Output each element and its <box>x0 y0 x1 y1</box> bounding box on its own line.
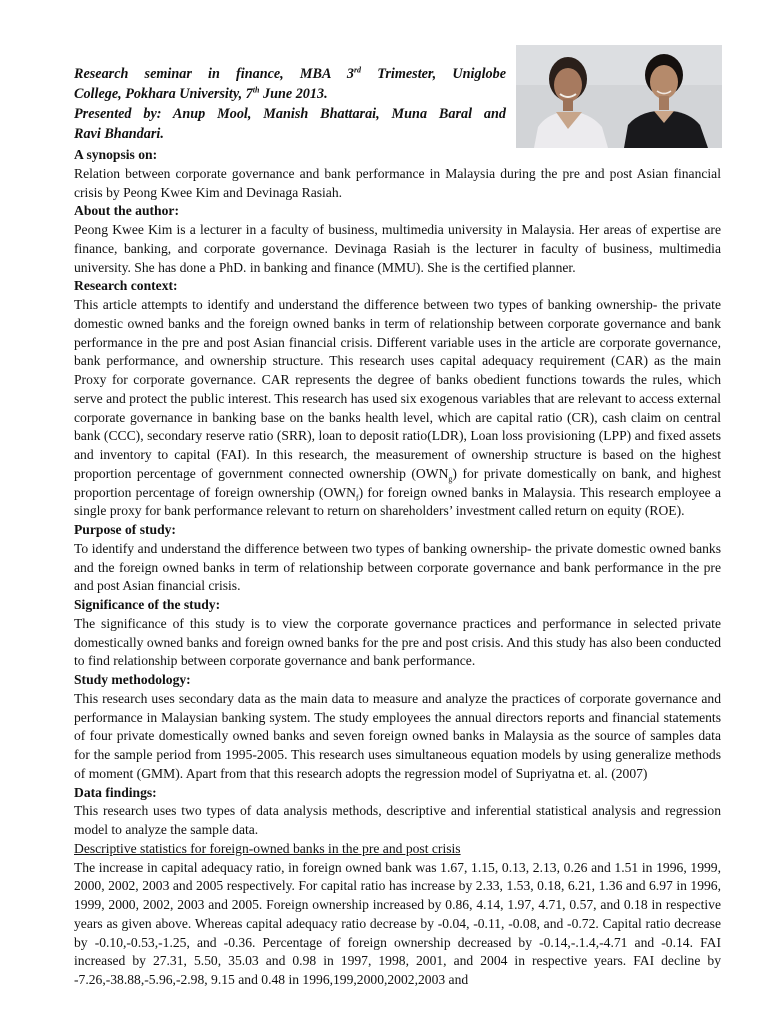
presenters-photo-image <box>516 45 722 148</box>
significance-heading: Significance of the study: <box>74 597 221 612</box>
presenters-line-2: Ravi Bhandari. <box>74 126 164 142</box>
seminar-line-2: College, Pokhara University, 7th June 2013. <box>74 85 328 102</box>
significance-text: The significance of this study is to view the corporate governance practices and performance in selected private domestically owned banks and foreign owned banks for the pre and post crisis. And this study has also been conducted to find relationship between corporate governance and bank performance. <box>74 615 721 669</box>
presenters-photo <box>516 45 722 148</box>
purpose-heading: Purpose of study: <box>74 522 176 537</box>
findings-text: This research uses two types of data analysis methods, descriptive and inferential statistical analysis and regression model to analyze the sample data. <box>74 803 721 837</box>
document-header <box>74 64 506 144</box>
methodology-text: This research uses secondary data as the main data to measure and analyze the practices of corporate governance and performance in Malaysian banking system. The study employees the annual directors reports and financial statements of four private domestically owned banks and seven foreign owned banks in Malaysia as the source of samples data for the sample period from 1995-2005. This research uses simultaneous equation models by using generalize methods of moment (GMM). Apart from that this research adopts the regression model of Supriyatna et. al. (2007) <box>74 690 721 781</box>
document-body <box>74 146 721 990</box>
findings-heading: Data findings: <box>74 784 157 800</box>
seminar-line-1: Research seminar in finance, MBA 3rd Trimester, Uniglobe <box>74 65 506 82</box>
purpose-text: To identify and understand the difference between two types of banking ownership- the private domestic owned banks and the foreign owned banks in term of relationship between corporate governance and bank performance in the pre and post Asian financial crisis. <box>74 540 721 594</box>
synopsis-text: Relation between corporate governance and bank performance in Malaysia during the pre and post Asian financial crisis by Peong Kwee Kim and Devinaga Rasiah. <box>74 165 721 200</box>
synopsis-heading: A synopsis on: <box>74 147 158 162</box>
author-heading: About the author: <box>74 203 179 219</box>
context-heading: Research context: <box>74 278 178 294</box>
descriptive-text: The increase in capital adequacy ratio, in foreign owned bank was 1.67, 1.15, 0.13, 2.13, 0.26 and 1.51 in 1996, 1999, 2000, 2002, 2003 and 2005 respectively. For capital ratio has increase by 2.33, 1.53, 0.18, 6.21, 1.36 and 6.97 in 1996, 1999, 2000, 2002, 2003 and 2005. Foreign ownership increased by 0.86, 4.14, 1.97, 4.71, 0.57, and 0.18 in respective years as given above. Whereas capital adequacy ratio decrease by -0.04, -0.11, -0.08, and -0.72. Capital ratio decrease by -0.10,-0.53,-1.25, and -0.36. Percentage of foreign ownership decreased by -0.14,-.1.4,-4.71 and -0.14. FAI increased by 27.31, 5.50, 35.03 and 0.98 in 1997, 1998, 2001, and 2004 in respective years. FAI decline by -7.26,-38.88,-5.96,-2.98, 9.15 and 0.48 in 1996,199,2000,2002,2003 and <box>74 859 721 987</box>
author-text: Peong Kwee Kim is a lecturer in a faculty of business, multimedia university in Malaysia. Her areas of expertise are finance, banking, and corporate governance. Devinaga Rasiah is the lecturer in faculty of business, multimedia university. She has done a PhD. in banking and finance (MMU). She is the certified planner. <box>74 222 721 275</box>
descriptive-subheading: Descriptive statistics for foreign-owned banks in the pre and post crisis <box>74 840 461 856</box>
context-text: This article attempts to identify and understand the difference between two types of banking ownership- the private domestic owned banks and the foreign owned banks in term of relationship between corporate governance and bank performance in the pre and post Asian financial crisis. Different variable uses in the article are corporate governance, bank performance, and ownership structure. This research uses capital adequacy requirement (CAR) as the main Proxy for corporate governance. CAR represents the degree of banks obedient functions towards the rules, which serve and protect the public interest. This research has used six exogenous variables that are relevant to access external corporate governance in banking base on the banks health level, which are capital ratio (CR), cash claim on central bank (CCC), secondary reserve ratio (SRR), loan to deposit ratio(LDR), Loan loss provisioning (LPP) and fixed assets and inventory to capital (FAI). In this research, the measurement of ownership structure is based on the highest proportion percentage of government connected ownership $(OWN_g)$ for private domestically on bank, and highest proportion percentage of foreign ownership $(OWN_f)$ for foreign owned banks in Malaysia. This research employee a single proxy for bank performance relevant to return on shareholders’ investment called return on equity (ROE). <box>74 297 721 519</box>
presenters-line-1: Presented by: Anup Mool, Manish Bhattarai, Muna Baral and <box>74 106 506 122</box>
methodology-heading: Study methodology: <box>74 672 191 687</box>
